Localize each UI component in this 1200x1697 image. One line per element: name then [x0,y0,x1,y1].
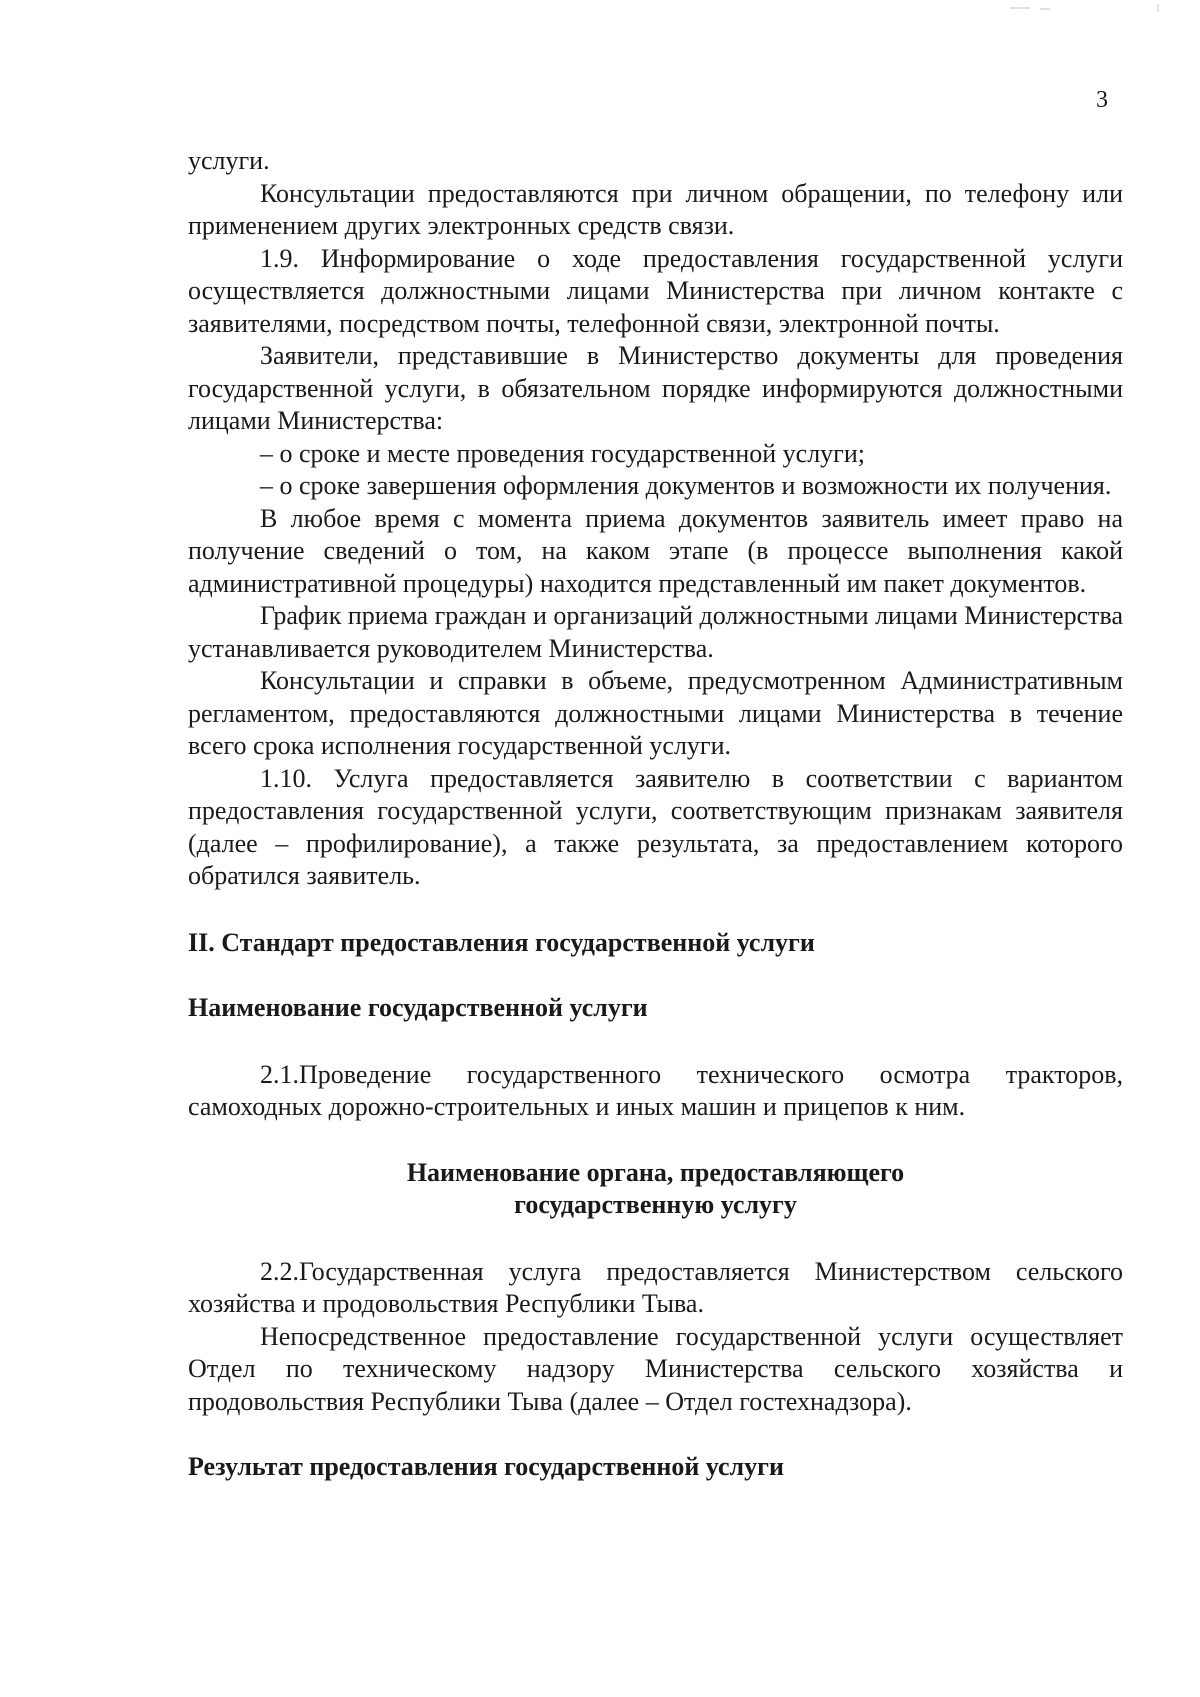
subsection-result-title: Результат предоставления государственной услуги [188,1452,784,1481]
paragraph-2-1: 2.1.Проведение государственного технического осмотра тракторов, самоходных дорожно-строительных и иных машин и прицепов к ним. [188,1059,1123,1121]
section-2-title: II. Стандарт предоставления государственной услуги [188,927,815,957]
list-item-completion: – о сроке завершения оформления документов и возможности их получения. [260,471,1112,500]
paragraph-direct-provision: Непосредственное предоставление государственной услуги осуществляет Отдел по техническому надзору Министерства сельского хозяйства и продовольствия Республики Тыва (далее – Отдел гостехнадзора). [188,1321,1123,1416]
subsection-service-name-title: Наименование государственной услуги [188,993,648,1022]
paragraph-continuation: услуги. [188,146,270,175]
paragraph-applicants: Заявители, представившие в Министерство документы для проведения государственной услуги, в обязательном порядке информируются должностными лицами Министерства: [188,341,1123,435]
list-item-term-place: – о сроке и месте проведения государственной услуги; [260,438,865,468]
paragraph-consultations-reference: Консультации и справки в объеме, предусмотренном Административным регламентом, предоставляются должностными лицами Министерства в течение всего срока исполнения государственной услуги. [188,666,1123,760]
document-body [188,145,1123,1484]
paragraph-consultations: Консультации предоставляются при личном обращении, по телефону или применением других электронных средств связи. [188,178,1123,240]
paragraph-1-9: 1.9. Информирование о ходе предоставления государственной услуги осуществляется должностными лицами Министерства при личном контакте с заявителями, посредством почты, телефонной связи, электронной почты. [188,243,1123,338]
paragraph-1-10: 1.10. Услуга предоставляется заявителю в соответствии с вариантом предоставления государственной услуги, соответствующим признакам заявителя (далее – профилирование), а также результата, за предоставлением которого обратился заявитель. [188,763,1123,890]
subsection-authority-title [188,1157,1123,1222]
page-number: 3 [1096,87,1108,113]
subsection-authority-title-line1: Наименование органа, предоставляющего [406,1157,905,1187]
subsection-authority-title-line2: государственную услугу [514,1190,797,1219]
scan-artifact [1010,4,1160,12]
paragraph-schedule: График приема граждан и организаций должностными лицами Министерства устанавливается руководителем Министерства. [188,601,1123,663]
paragraph-2-2: 2.2.Государственная услуга предоставляется Министерством сельского хозяйства и продовольствия Республики Тыва. [188,1256,1123,1318]
paragraph-any-time: В любое время с момента приема документов заявитель имеет право на получение сведений о том, на каком этапе (в процессе выполнения какой административной процедуры) находится представленный им пакет документов. [188,503,1123,598]
